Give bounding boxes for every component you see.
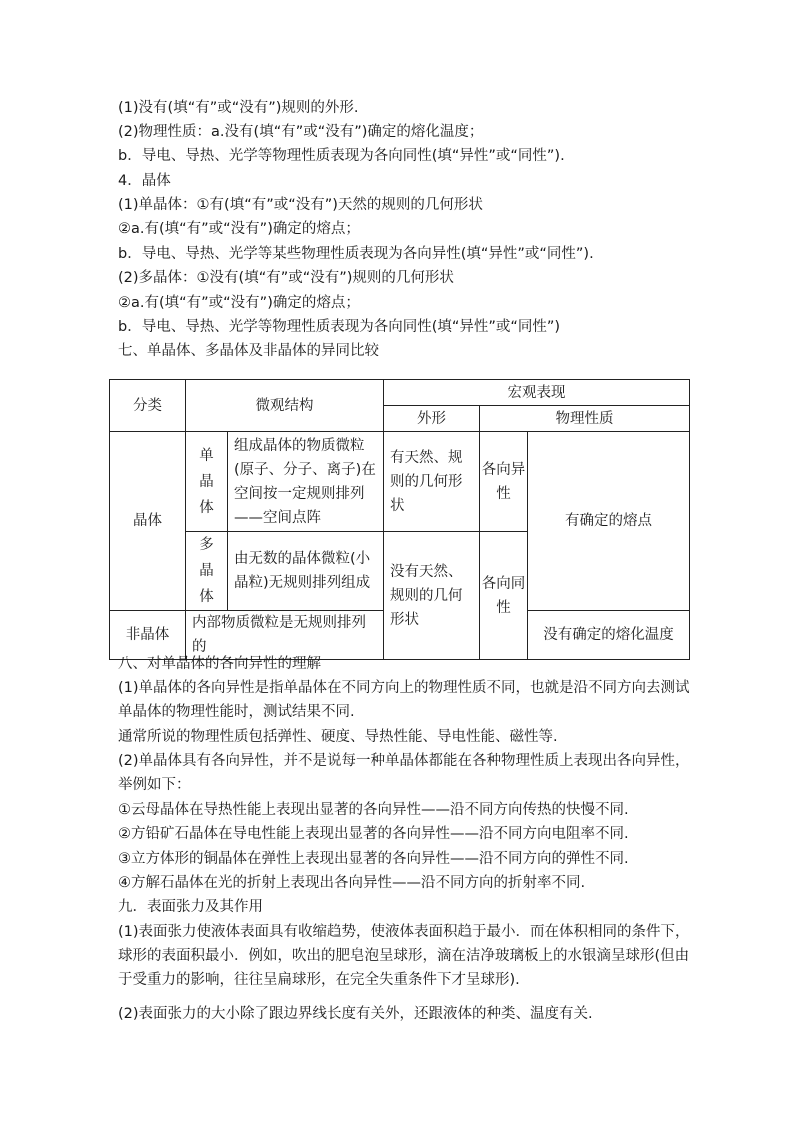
- header-physical: 物理性质: [480, 406, 690, 432]
- text-line: 举例如下：: [118, 777, 191, 793]
- header-shape: 外形: [384, 406, 480, 432]
- text-line: 单晶体的物理性能时，测试结果不同.: [118, 704, 355, 720]
- text-line: (2)物理性质：a.没有(填“有”或“没有”)确定的熔化温度；: [118, 124, 484, 140]
- text-line: ③立方体形的铜晶体在弹性上表现出显著的各向异性——沿不同方向的弹性不同.: [118, 851, 629, 867]
- text-line: b．导电、导热、光学等某些物理性质表现为各向异性(填“异性”或“同性”).: [118, 246, 594, 262]
- text-line: (1)没有(填“有”或“没有”)规则的外形.: [118, 100, 359, 116]
- text-line: ④方解石晶体在光的折射上表现出各向异性——沿不同方向的折射率不同.: [118, 875, 586, 891]
- cell-amorphous: 非晶体: [110, 611, 186, 660]
- text-line: 通常所说的物理性质包括弹性、硬度、导热性能、导电性能、磁性等.: [118, 729, 558, 745]
- cell-poly-amor-iso: 各向同性: [480, 532, 528, 660]
- cell-poly-amor-shape: 没有天然、规则的几何形状: [384, 532, 480, 660]
- text-line: (1)单晶体：①有(填“有”或“没有”)天然的规则的几何形状: [118, 197, 483, 213]
- cell-amorphous-melting: 没有确定的熔化温度: [528, 611, 690, 660]
- header-macro: 宏观表现: [384, 380, 690, 406]
- comparison-table: [109, 379, 690, 660]
- text-line: (2)单晶体具有各向异性，并不是说每一种单晶体都能在各种物理性质上表现出各向异性，: [118, 753, 690, 769]
- section-heading: 八、对单晶体的各向异性的理解: [118, 656, 321, 672]
- text-line: (1)单晶体的各向异性是指单晶体在不同方向上的物理性质不同，也就是沿不同方向去测试: [118, 680, 690, 696]
- text-line: (2)表面张力的大小除了跟边界线长度有关外，还跟液体的种类、温度有关.: [118, 1006, 593, 1022]
- text-line: b．导电、导热、光学等物理性质表现为各向同性(填“异性”或“同性”): [118, 319, 561, 335]
- text-line: (2)多晶体：①没有(填“有”或“没有”)规则的几何形状: [118, 270, 454, 286]
- text-line: 于受重力的影响，往往呈扁球形，在完全失重条件下才呈球形).: [118, 972, 520, 988]
- header-category: 分类: [110, 380, 186, 432]
- cell-poly-crystal: 多晶体: [186, 532, 228, 611]
- cell-poly-micro: 由无数的晶体微粒(小晶粒)无规则排列组成: [228, 532, 384, 611]
- cell-amorphous-micro: 内部物质微粒是无规则排列的: [186, 611, 384, 660]
- text-line: 球形的表面积最小．例如，吹出的肥皂泡呈球形，滴在洁净玻璃板上的水银滴呈球形(但由: [118, 948, 690, 964]
- cell-single-aniso: 各向异性: [480, 432, 528, 532]
- text-line: (1)表面张力使液体表面具有收缩趋势，使液体表面积趋于最小．而在体积相同的条件下，: [118, 924, 690, 940]
- cell-crystal: 晶体: [110, 432, 186, 611]
- text-line: ②a.有(填“有”或“没有”)确定的熔点；: [118, 221, 360, 237]
- cell-single-shape: 有天然、规则的几何形状: [384, 432, 480, 532]
- section-heading: 九．表面张力及其作用: [118, 899, 263, 915]
- header-micro-structure: 微观结构: [186, 380, 384, 432]
- text-line: ①云母晶体在导热性能上表现出显著的各向异性——沿不同方向传热的快慢不同.: [118, 802, 629, 818]
- cell-single-micro: 组成晶体的物质微粒(原子、分子、离子)在空间按一定规则排列——空间点阵: [228, 432, 384, 532]
- cell-single-crystal: 单晶体: [186, 432, 228, 532]
- section-heading: 七、单晶体、多晶体及非晶体的异同比较: [118, 343, 379, 359]
- text-line: 4．晶体: [118, 173, 171, 189]
- text-line: b．导电、导热、光学等物理性质表现为各向同性(填“异性”或“同性”).: [118, 148, 565, 164]
- text-line: ②a.有(填“有”或“没有”)确定的熔点；: [118, 295, 360, 311]
- text-line: ②方铅矿石晶体在导电性能上表现出显著的各向异性——沿不同方向电阻率不同.: [118, 826, 629, 842]
- cell-crystal-melting: 有确定的熔点: [528, 432, 690, 611]
